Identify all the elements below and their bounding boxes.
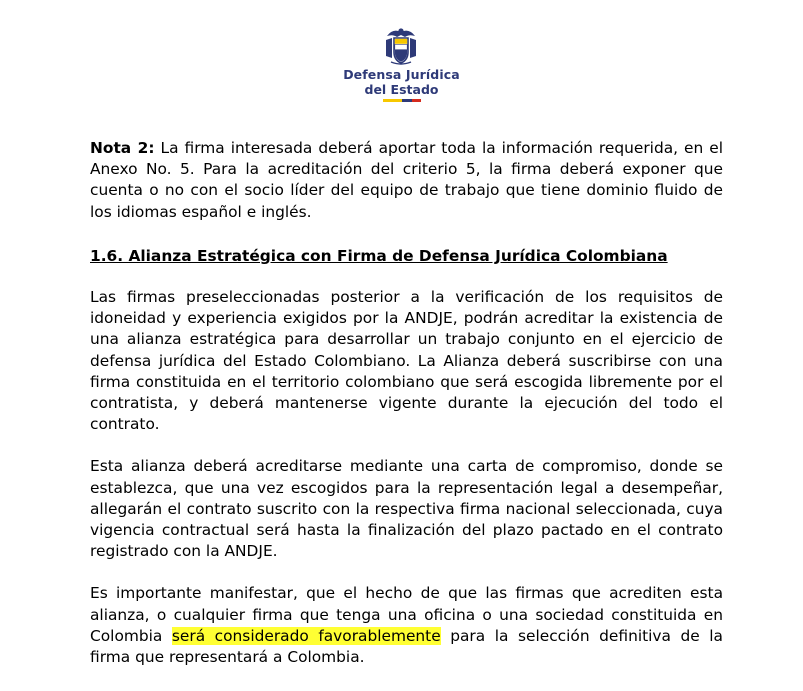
paragraph-2: Esta alianza deberá acreditarse mediante una carta de compromiso, donde se establezca, que una vez escogidos para la representación legal a desempeñar, allegarán el contrato suscrito con la respectiva firma nacional seleccionada, cuya vigencia contractual será hasta la finalización del plazo pactado en el contrato registrado con la ANDJE.: [90, 457, 723, 561]
logo-title: Defensa Jurídica: [343, 67, 460, 82]
document-header: [0, 0, 803, 115]
highlighted-text: será considerado favorablemente: [171, 626, 441, 645]
coat-of-arms-icon: [383, 26, 419, 66]
section-heading: 1.6. Alianza Estratégica con Firma de Defensa Jurídica Colombiana: [90, 246, 668, 265]
flag-blue: [402, 99, 412, 102]
note-paragraph: [90, 138, 723, 223]
flag-yellow: [383, 99, 402, 102]
flag-red: [412, 99, 421, 102]
note-text: La firma interesada deberá aportar toda la información requerida, en el Anexo No. 5. Para la acreditación del criterio 5, la firma deberá exponer que cuenta o no con el socio líder del equipo de trabajo que tiene dominio fluido de los idiomas español e inglés.: [90, 139, 724, 221]
logo-subtitle: del Estado: [364, 82, 439, 97]
paragraph-3: [90, 583, 723, 668]
note-label: Nota 2:: [90, 139, 155, 157]
paragraph-1: Las firmas preseleccionadas posterior a la verificación de los requisitos de idoneidad y experiencia exigidos por la ANDJE, podrán acreditar la existencia de una alianza estratégica para desarrollar un trabajo conjunto en el ejercicio de defensa jurídica del Estado Colombiano. La Alianza deberá suscribirse con una firma constituida en el territorio colombiano que será escogida libremente por el contratista, y deberá mantenerse vigente durante la ejecución del todo el contrato.: [90, 288, 723, 434]
paragraph-3-start: Es importante manifestar, que el hecho de que las firmas que acrediten esta alianza, o cualquier firma que tenga una oficina o una sociedad constituida en Colombia: [90, 584, 723, 645]
document-body: [90, 138, 723, 668]
flag-stripe: [383, 99, 421, 102]
paragraph-3-end: para la selección definitiva de la firma que representará a Colombia.: [90, 626, 723, 667]
